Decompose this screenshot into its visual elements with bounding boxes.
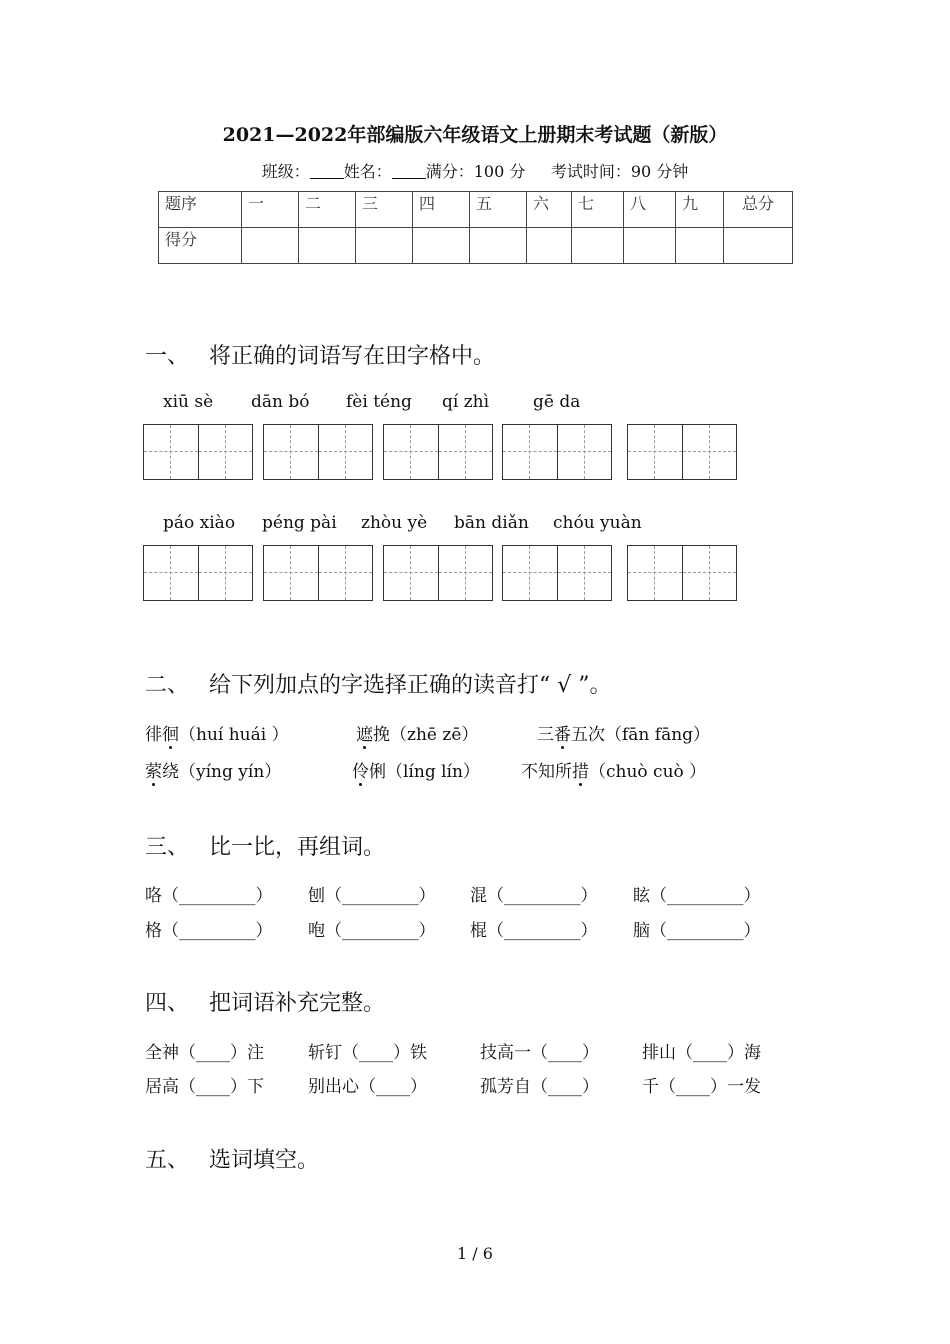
item-text: 不知所: [521, 762, 572, 782]
score-cell[interactable]: [676, 228, 724, 264]
pinyin-options: （zhē zē）: [390, 725, 479, 745]
item-text: 五次: [571, 725, 605, 745]
tianzige-box[interactable]: [143, 424, 253, 480]
score-row-label: 得分: [159, 228, 242, 264]
word-compare-item[interactable]: 混（_________）: [470, 886, 598, 906]
exam-info: [0, 159, 950, 182]
pinyin-label: páo xiào: [163, 513, 236, 533]
pinyin-label: péng pài: [262, 513, 337, 533]
pronunciation-item[interactable]: [356, 720, 478, 745]
score-cell[interactable]: [356, 228, 413, 264]
pinyin-label: dān bó: [251, 392, 310, 412]
tianzige-box[interactable]: [143, 545, 253, 601]
pronunciation-item[interactable]: [352, 757, 480, 782]
section-title: 将正确的词语写在田字格中。: [209, 344, 496, 369]
section-1-heading: [145, 339, 495, 370]
tianzige-box[interactable]: [627, 545, 737, 601]
pinyin-label: xiū sè: [163, 392, 214, 412]
score-header-cell: 七: [572, 192, 624, 228]
pinyin-options: （fān fāng）: [605, 725, 711, 745]
score-cell[interactable]: [299, 228, 356, 264]
section-number: 三、: [145, 835, 190, 860]
section-2-heading: [145, 668, 612, 699]
class-blank[interactable]: [310, 164, 344, 179]
score-cell[interactable]: [527, 228, 572, 264]
word-compare-item[interactable]: 格（_________）: [145, 921, 273, 941]
section-number: 二、: [145, 673, 190, 698]
score-table: [158, 191, 793, 264]
score-header-cell: 二: [299, 192, 356, 228]
score-header-cell: 总分: [724, 192, 793, 228]
idiom-item[interactable]: 斩钉（____）铁: [308, 1043, 427, 1063]
idiom-item[interactable]: 千（____）一发: [642, 1077, 761, 1097]
dotted-char: 徊: [162, 720, 179, 745]
section-number: 一、: [145, 344, 190, 369]
section-title: 给下列加点的字选择正确的读音打“ √ ”。: [209, 673, 612, 698]
section-title: 把词语补充完整。: [209, 991, 386, 1016]
score-text: 满分：100 分: [425, 162, 526, 181]
section-number: 四、: [145, 991, 190, 1016]
pronunciation-item[interactable]: [537, 720, 710, 745]
pronunciation-item[interactable]: [145, 720, 289, 745]
score-header-cell: 题序: [159, 192, 242, 228]
score-cell[interactable]: [470, 228, 527, 264]
section-title: 选词填空。: [209, 1148, 320, 1173]
pinyin-options: （huí huái ）: [179, 725, 289, 745]
pinyin-label: chóu yuàn: [553, 513, 642, 533]
score-table-score-row: [159, 228, 793, 264]
item-text: 挽: [373, 725, 390, 745]
score-cell[interactable]: [724, 228, 793, 264]
score-cell[interactable]: [572, 228, 624, 264]
tianzige-box[interactable]: [502, 545, 612, 601]
score-header-cell: 一: [242, 192, 299, 228]
idiom-item[interactable]: 全神（____）注: [145, 1043, 264, 1063]
tianzige-box[interactable]: [263, 424, 373, 480]
dotted-char: 伶: [352, 757, 369, 782]
name-label: 姓名：: [343, 162, 392, 181]
section-number: 五、: [145, 1148, 190, 1173]
page-title: 2021—2022年部编版六年级语文上册期末考试题（新版）: [222, 124, 728, 146]
pinyin-label: bān diǎn: [454, 513, 529, 533]
score-cell[interactable]: [413, 228, 470, 264]
score-header-cell: 三: [356, 192, 413, 228]
item-text: 绕: [162, 762, 179, 782]
pinyin-options: （yíng yín）: [179, 762, 282, 782]
score-cell[interactable]: [624, 228, 676, 264]
word-compare-item[interactable]: 眩（_________）: [633, 886, 761, 906]
pronunciation-item[interactable]: [521, 757, 706, 782]
idiom-item[interactable]: 居高（____）下: [145, 1077, 264, 1097]
dotted-char: 措: [572, 757, 589, 782]
item-text: 俐: [369, 762, 386, 782]
pronunciation-item[interactable]: [145, 757, 281, 782]
tianzige-box[interactable]: [263, 545, 373, 601]
pinyin-label: qí zhì: [442, 392, 490, 412]
section-title: 比一比，再组词。: [209, 835, 386, 860]
pinyin-options: （chuò cuò ）: [589, 762, 707, 782]
item-text: 徘: [145, 725, 162, 745]
score-header-cell: 九: [676, 192, 724, 228]
idiom-item[interactable]: 排山（____）海: [642, 1043, 761, 1063]
score-header-cell: 五: [470, 192, 527, 228]
pinyin-options: （líng lín）: [386, 762, 480, 782]
score-header-cell: 六: [527, 192, 572, 228]
score-table-header-row: [159, 192, 793, 228]
idiom-item[interactable]: 技高一（____）: [480, 1043, 599, 1063]
dotted-char: 萦: [145, 757, 162, 782]
pinyin-label: zhòu yè: [361, 513, 428, 533]
page-number: 1 / 6: [457, 1244, 493, 1263]
tianzige-box[interactable]: [383, 545, 493, 601]
word-compare-item[interactable]: 脑（_________）: [633, 921, 761, 941]
time-text: 考试时间：90 分钟: [550, 162, 689, 181]
word-compare-item[interactable]: 咆（_________）: [308, 921, 436, 941]
section-4-heading: [145, 986, 385, 1017]
idiom-item[interactable]: 别出心（____）: [308, 1077, 427, 1097]
name-blank[interactable]: [392, 164, 426, 179]
score-header-cell: 八: [624, 192, 676, 228]
dotted-char: 番: [554, 720, 571, 745]
tianzige-box[interactable]: [502, 424, 612, 480]
dotted-char: 遮: [356, 720, 373, 745]
tianzige-box[interactable]: [627, 424, 737, 480]
item-text: 三: [537, 725, 554, 745]
word-compare-item[interactable]: 棍（_________）: [470, 921, 598, 941]
idiom-item[interactable]: 孤芳自（____）: [480, 1077, 599, 1097]
word-compare-item[interactable]: 刨（_________）: [308, 886, 436, 906]
tianzige-box[interactable]: [383, 424, 493, 480]
word-compare-item[interactable]: 咯（_________）: [145, 886, 273, 906]
section-5-heading: [145, 1143, 319, 1174]
score-header-cell: 四: [413, 192, 470, 228]
score-cell[interactable]: [242, 228, 299, 264]
pinyin-label: gē da: [533, 392, 581, 412]
class-label: 班级：: [261, 162, 310, 181]
pinyin-label: fèi téng: [346, 392, 412, 412]
section-3-heading: [145, 830, 385, 861]
